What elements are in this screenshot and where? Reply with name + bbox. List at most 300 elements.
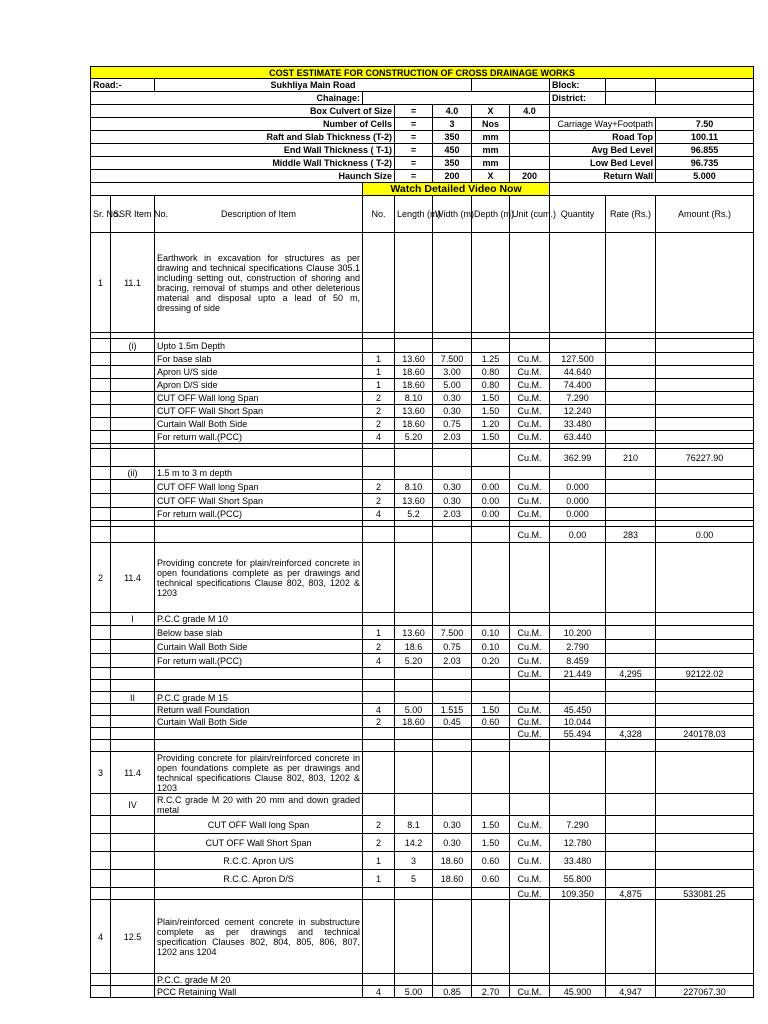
item-length — [395, 794, 433, 816]
item-quantity — [550, 794, 606, 816]
item-length: 18.60 — [395, 366, 433, 379]
column-header-rate: Rate (Rs.) — [606, 196, 656, 233]
param-value-2 — [510, 157, 550, 170]
item-quantity — [550, 974, 606, 986]
ssr-item-no — [111, 494, 155, 508]
item-description: Earthwork in excavation for structures as per drawing and technical specifications Clause 305.1 including setting out, construction of shoring and bracing, removal of stumps and other deleterious material and disposal upto a lead of 50 m, dressing of side — [155, 233, 363, 333]
item-count: 4 — [363, 986, 395, 998]
item-quantity: 33.480 — [550, 418, 606, 431]
item-depth — [472, 900, 510, 974]
item-length — [395, 888, 433, 900]
item-rate — [606, 852, 656, 870]
detail-row — [91, 692, 754, 704]
item-quantity: 109.350 — [550, 888, 606, 900]
param-row — [91, 105, 754, 118]
ssr-item-no — [111, 527, 155, 543]
item-width — [433, 449, 472, 467]
item-rate — [606, 392, 656, 405]
item-length — [395, 449, 433, 467]
detail-row — [91, 834, 754, 852]
watch-video-link[interactable]: Watch Detailed Video Now — [363, 183, 550, 196]
item-description — [155, 888, 363, 900]
item-amount — [656, 834, 754, 852]
item-width — [433, 692, 472, 704]
item-row — [91, 543, 754, 613]
item-width: 5.00 — [433, 379, 472, 392]
item-rate — [606, 233, 656, 333]
item-rate — [606, 704, 656, 716]
sr-no: 4 — [91, 900, 111, 974]
param-eq: = — [395, 157, 433, 170]
item-count: 4 — [363, 431, 395, 444]
item-length — [395, 339, 433, 353]
ssr-item-no — [111, 716, 155, 728]
item-length — [395, 728, 433, 740]
item-unit: Cu.M. — [510, 449, 550, 467]
item-quantity: 74.400 — [550, 379, 606, 392]
item-quantity: 10.200 — [550, 626, 606, 640]
item-amount — [656, 366, 754, 379]
item-row — [91, 233, 754, 333]
item-width — [433, 728, 472, 740]
item-length: 5.00 — [395, 704, 433, 716]
item-count: 1 — [363, 852, 395, 870]
item-amount: 0.00 — [656, 527, 754, 543]
sr-no — [91, 449, 111, 467]
item-length — [395, 613, 433, 626]
item-quantity: 7.290 — [550, 392, 606, 405]
item-count: 1 — [363, 366, 395, 379]
item-width: 0.30 — [433, 405, 472, 418]
item-rate — [606, 794, 656, 816]
item-quantity: 44.640 — [550, 366, 606, 379]
total-row — [91, 728, 754, 740]
item-amount — [656, 816, 754, 834]
item-depth — [472, 449, 510, 467]
item-width: 2.03 — [433, 508, 472, 521]
item-length: 14.2 — [395, 834, 433, 852]
item-unit: Cu.M. — [510, 870, 550, 888]
item-width — [433, 467, 472, 480]
item-amount — [656, 543, 754, 613]
sr-no — [91, 405, 111, 418]
item-rate — [606, 716, 656, 728]
item-rate — [606, 752, 656, 794]
column-header-amt: Amount (Rs.) — [656, 196, 754, 233]
item-rate — [606, 626, 656, 640]
item-description: Return wall Foundation — [155, 704, 363, 716]
item-unit: Cu.M. — [510, 852, 550, 870]
column-header-row — [91, 196, 754, 233]
column-header-qty: Quantity — [550, 196, 606, 233]
column-header-dep: Depth (m) — [472, 196, 510, 233]
item-width: 0.75 — [433, 640, 472, 654]
item-unit: Cu.M. — [510, 353, 550, 366]
item-length: 13.60 — [395, 405, 433, 418]
item-description: For return wall.(PCC) — [155, 431, 363, 444]
item-width: 0.30 — [433, 834, 472, 852]
item-quantity: 21.449 — [550, 668, 606, 680]
item-quantity: 63.440 — [550, 431, 606, 444]
item-depth: 0.00 — [472, 480, 510, 494]
ssr-item-no — [111, 870, 155, 888]
detail-row — [91, 431, 754, 444]
sr-no — [91, 834, 111, 852]
item-width: 3.00 — [433, 366, 472, 379]
item-count: 2 — [363, 494, 395, 508]
item-rate — [606, 816, 656, 834]
item-depth — [472, 794, 510, 816]
item-description: Curtain Wall Both Side — [155, 418, 363, 431]
item-width — [433, 974, 472, 986]
item-width: 7.500 — [433, 353, 472, 366]
sr-no — [91, 494, 111, 508]
item-rate: 210 — [606, 449, 656, 467]
item-count — [363, 728, 395, 740]
item-rate — [606, 431, 656, 444]
item-length — [395, 680, 433, 692]
ssr-item-no: I — [111, 613, 155, 626]
item-rate — [606, 467, 656, 480]
item-depth: 1.50 — [472, 834, 510, 852]
item-rate — [606, 613, 656, 626]
item-rate — [606, 418, 656, 431]
item-rate — [606, 640, 656, 654]
item-quantity: 362.99 — [550, 449, 606, 467]
sr-no — [91, 974, 111, 986]
sr-no — [91, 467, 111, 480]
param-right-label: Low Bed Level — [550, 157, 656, 170]
total-row — [91, 888, 754, 900]
item-count — [363, 527, 395, 543]
item-rate — [606, 692, 656, 704]
param-value-2 — [510, 144, 550, 157]
detail-row — [91, 418, 754, 431]
item-depth: 0.10 — [472, 640, 510, 654]
item-amount — [656, 740, 754, 752]
sr-no — [91, 640, 111, 654]
item-length — [395, 233, 433, 333]
item-depth: 0.80 — [472, 366, 510, 379]
item-amount — [656, 405, 754, 418]
ssr-item-no: II — [111, 692, 155, 704]
param-right-label: Carriage Way+Footpath — [550, 118, 656, 131]
item-description: CUT OFF Wall Short Span — [155, 494, 363, 508]
item-quantity: 0.000 — [550, 480, 606, 494]
item-unit: Cu.M. — [510, 888, 550, 900]
detail-row — [91, 794, 754, 816]
detail-row — [91, 480, 754, 494]
item-unit — [510, 613, 550, 626]
sr-no — [91, 626, 111, 640]
item-quantity: 8.459 — [550, 654, 606, 668]
item-unit: Cu.M. — [510, 418, 550, 431]
item-description: P.C.C grade M 10 — [155, 613, 363, 626]
item-count — [363, 467, 395, 480]
item-width — [433, 680, 472, 692]
item-description: Upto 1.5m Depth — [155, 339, 363, 353]
ssr-item-no — [111, 392, 155, 405]
sr-no — [91, 339, 111, 353]
item-width: 2.03 — [433, 431, 472, 444]
ssr-item-no — [111, 974, 155, 986]
item-width — [433, 740, 472, 752]
item-count — [363, 888, 395, 900]
item-unit: Cu.M. — [510, 480, 550, 494]
item-length — [395, 752, 433, 794]
item-amount — [656, 613, 754, 626]
item-description — [155, 449, 363, 467]
item-count — [363, 339, 395, 353]
item-description: PCC Retaining Wall — [155, 986, 363, 998]
ssr-item-no — [111, 353, 155, 366]
item-unit — [510, 740, 550, 752]
ssr-item-no — [111, 680, 155, 692]
detail-row — [91, 405, 754, 418]
item-count: 1 — [363, 870, 395, 888]
item-count: 2 — [363, 418, 395, 431]
item-width — [433, 339, 472, 353]
sr-no — [91, 888, 111, 900]
ssr-item-no — [111, 480, 155, 494]
item-description: Providing concrete for plain/reinforced concrete in open foundations complete as per drawings and technical specifications Clause 802, 803, 1202 & 1203 — [155, 752, 363, 794]
item-amount: 76227.90 — [656, 449, 754, 467]
item-width: 18.60 — [433, 852, 472, 870]
item-description: CUT OFF Wall Short Span — [155, 834, 363, 852]
item-depth — [472, 233, 510, 333]
detail-row — [91, 974, 754, 986]
item-amount: 533081.25 — [656, 888, 754, 900]
spacer-row — [91, 740, 754, 752]
param-row — [91, 118, 754, 131]
sr-no — [91, 654, 111, 668]
column-header-sr: Sr. No. — [91, 196, 111, 233]
item-description: CUT OFF Wall long Span — [155, 392, 363, 405]
item-count: 4 — [363, 654, 395, 668]
item-rate: 4,947 — [606, 986, 656, 998]
block-label: Block: — [550, 79, 606, 92]
ssr-item-no — [111, 508, 155, 521]
param-eq: = — [395, 170, 433, 183]
item-depth — [472, 728, 510, 740]
detail-row — [91, 353, 754, 366]
ssr-item-no — [111, 654, 155, 668]
ssr-item-no — [111, 704, 155, 716]
item-unit — [510, 467, 550, 480]
item-depth — [472, 613, 510, 626]
district-label: District: — [550, 92, 606, 105]
road-value: Sukhliya Main Road — [155, 79, 472, 92]
item-amount — [656, 654, 754, 668]
item-depth: 1.50 — [472, 392, 510, 405]
sr-no — [91, 816, 111, 834]
item-quantity: 33.480 — [550, 852, 606, 870]
item-depth — [472, 888, 510, 900]
item-rate — [606, 900, 656, 974]
item-amount — [656, 626, 754, 640]
sr-no: 2 — [91, 543, 111, 613]
item-unit: Cu.M. — [510, 508, 550, 521]
item-description: CUT OFF Wall Short Span — [155, 405, 363, 418]
item-unit — [510, 794, 550, 816]
item-count: 2 — [363, 480, 395, 494]
item-count: 2 — [363, 716, 395, 728]
param-eq: = — [395, 105, 433, 118]
item-length — [395, 467, 433, 480]
item-length — [395, 692, 433, 704]
item-description: Curtain Wall Both Side — [155, 716, 363, 728]
param-unit: X — [472, 105, 510, 118]
item-depth — [472, 339, 510, 353]
item-rate: 4,328 — [606, 728, 656, 740]
item-rate — [606, 480, 656, 494]
item-depth: 0.00 — [472, 494, 510, 508]
param-eq: = — [395, 144, 433, 157]
param-row — [91, 131, 754, 144]
item-count — [363, 974, 395, 986]
item-quantity — [550, 752, 606, 794]
item-unit: Cu.M. — [510, 986, 550, 998]
item-unit — [510, 339, 550, 353]
item-width: 0.30 — [433, 494, 472, 508]
column-header-wid: Width (m) — [433, 196, 472, 233]
param-value-2: 200 — [510, 170, 550, 183]
item-length: 5.2 — [395, 508, 433, 521]
item-length: 3 — [395, 852, 433, 870]
item-amount — [656, 467, 754, 480]
item-width: 0.85 — [433, 986, 472, 998]
ssr-item-no: 12.5 — [111, 900, 155, 974]
item-depth: 0.10 — [472, 626, 510, 640]
item-rate: 4,295 — [606, 668, 656, 680]
param-unit: mm — [472, 144, 510, 157]
item-quantity — [550, 680, 606, 692]
param-value: 4.0 — [433, 105, 472, 118]
detail-row — [91, 392, 754, 405]
item-amount — [656, 431, 754, 444]
column-header-no: No. — [363, 196, 395, 233]
param-eq: = — [395, 118, 433, 131]
param-right-value: 96.735 — [656, 157, 754, 170]
item-count — [363, 449, 395, 467]
item-row — [91, 900, 754, 974]
item-width: 0.30 — [433, 816, 472, 834]
item-unit: Cu.M. — [510, 431, 550, 444]
item-width — [433, 794, 472, 816]
item-amount — [656, 480, 754, 494]
item-rate: 283 — [606, 527, 656, 543]
item-quantity: 2.790 — [550, 640, 606, 654]
sr-no — [91, 680, 111, 692]
item-description — [155, 527, 363, 543]
item-count — [363, 668, 395, 680]
param-right-value: 5.000 — [656, 170, 754, 183]
item-unit — [510, 752, 550, 794]
param-row — [91, 157, 754, 170]
total-row — [91, 527, 754, 543]
param-value-2: 4.0 — [510, 105, 550, 118]
item-quantity — [550, 233, 606, 333]
total-row — [91, 449, 754, 467]
column-header-desc: Description of Item — [155, 196, 363, 233]
param-unit: mm — [472, 157, 510, 170]
item-count: 4 — [363, 704, 395, 716]
ssr-item-no: (i) — [111, 339, 155, 353]
param-row — [91, 144, 754, 157]
item-width — [433, 888, 472, 900]
item-unit: Cu.M. — [510, 816, 550, 834]
item-unit: Cu.M. — [510, 654, 550, 668]
sr-no: 3 — [91, 752, 111, 794]
item-count — [363, 233, 395, 333]
detail-row — [91, 716, 754, 728]
item-unit: Cu.M. — [510, 668, 550, 680]
sr-no — [91, 613, 111, 626]
item-description: R.C.C grade M 20 with 20 mm and down graded metal — [155, 794, 363, 816]
item-length: 8.10 — [395, 392, 433, 405]
item-quantity: 0.000 — [550, 508, 606, 521]
item-count — [363, 740, 395, 752]
item-quantity: 7.290 — [550, 816, 606, 834]
item-depth: 0.00 — [472, 508, 510, 521]
item-depth — [472, 527, 510, 543]
item-depth: 1.50 — [472, 704, 510, 716]
sheet-title: COST ESTIMATE FOR CONSTRUCTION OF CROSS DRAINAGE WORKS — [91, 67, 754, 79]
item-amount — [656, 752, 754, 794]
item-count: 2 — [363, 640, 395, 654]
param-value: 450 — [433, 144, 472, 157]
item-amount — [656, 716, 754, 728]
param-label: Number of Cells — [91, 118, 395, 131]
item-description: CUT OFF Wall long Span — [155, 816, 363, 834]
item-rate — [606, 508, 656, 521]
sr-no — [91, 418, 111, 431]
param-label: Box Culvert of Size — [91, 105, 395, 118]
detail-row — [91, 467, 754, 480]
ssr-item-no — [111, 888, 155, 900]
detail-row — [91, 654, 754, 668]
item-count: 1 — [363, 626, 395, 640]
item-rate — [606, 339, 656, 353]
item-amount — [656, 353, 754, 366]
item-quantity: 45.900 — [550, 986, 606, 998]
item-amount — [656, 974, 754, 986]
item-length: 18.60 — [395, 716, 433, 728]
item-length: 13.60 — [395, 353, 433, 366]
item-length: 5.00 — [395, 986, 433, 998]
item-description: P.C.C grade M 15 — [155, 692, 363, 704]
sr-no: 1 — [91, 233, 111, 333]
sr-no — [91, 366, 111, 379]
detail-row — [91, 494, 754, 508]
item-quantity: 55.800 — [550, 870, 606, 888]
item-quantity: 55.494 — [550, 728, 606, 740]
item-length — [395, 974, 433, 986]
item-quantity — [550, 692, 606, 704]
item-width — [433, 527, 472, 543]
item-rate — [606, 974, 656, 986]
item-quantity: 45.450 — [550, 704, 606, 716]
total-row — [91, 668, 754, 680]
param-unit: Nos — [472, 118, 510, 131]
sr-no — [91, 704, 111, 716]
sr-no — [91, 668, 111, 680]
item-description: Apron D/S side — [155, 379, 363, 392]
ssr-item-no — [111, 740, 155, 752]
item-depth: 0.60 — [472, 716, 510, 728]
item-count: 2 — [363, 816, 395, 834]
item-unit — [510, 233, 550, 333]
